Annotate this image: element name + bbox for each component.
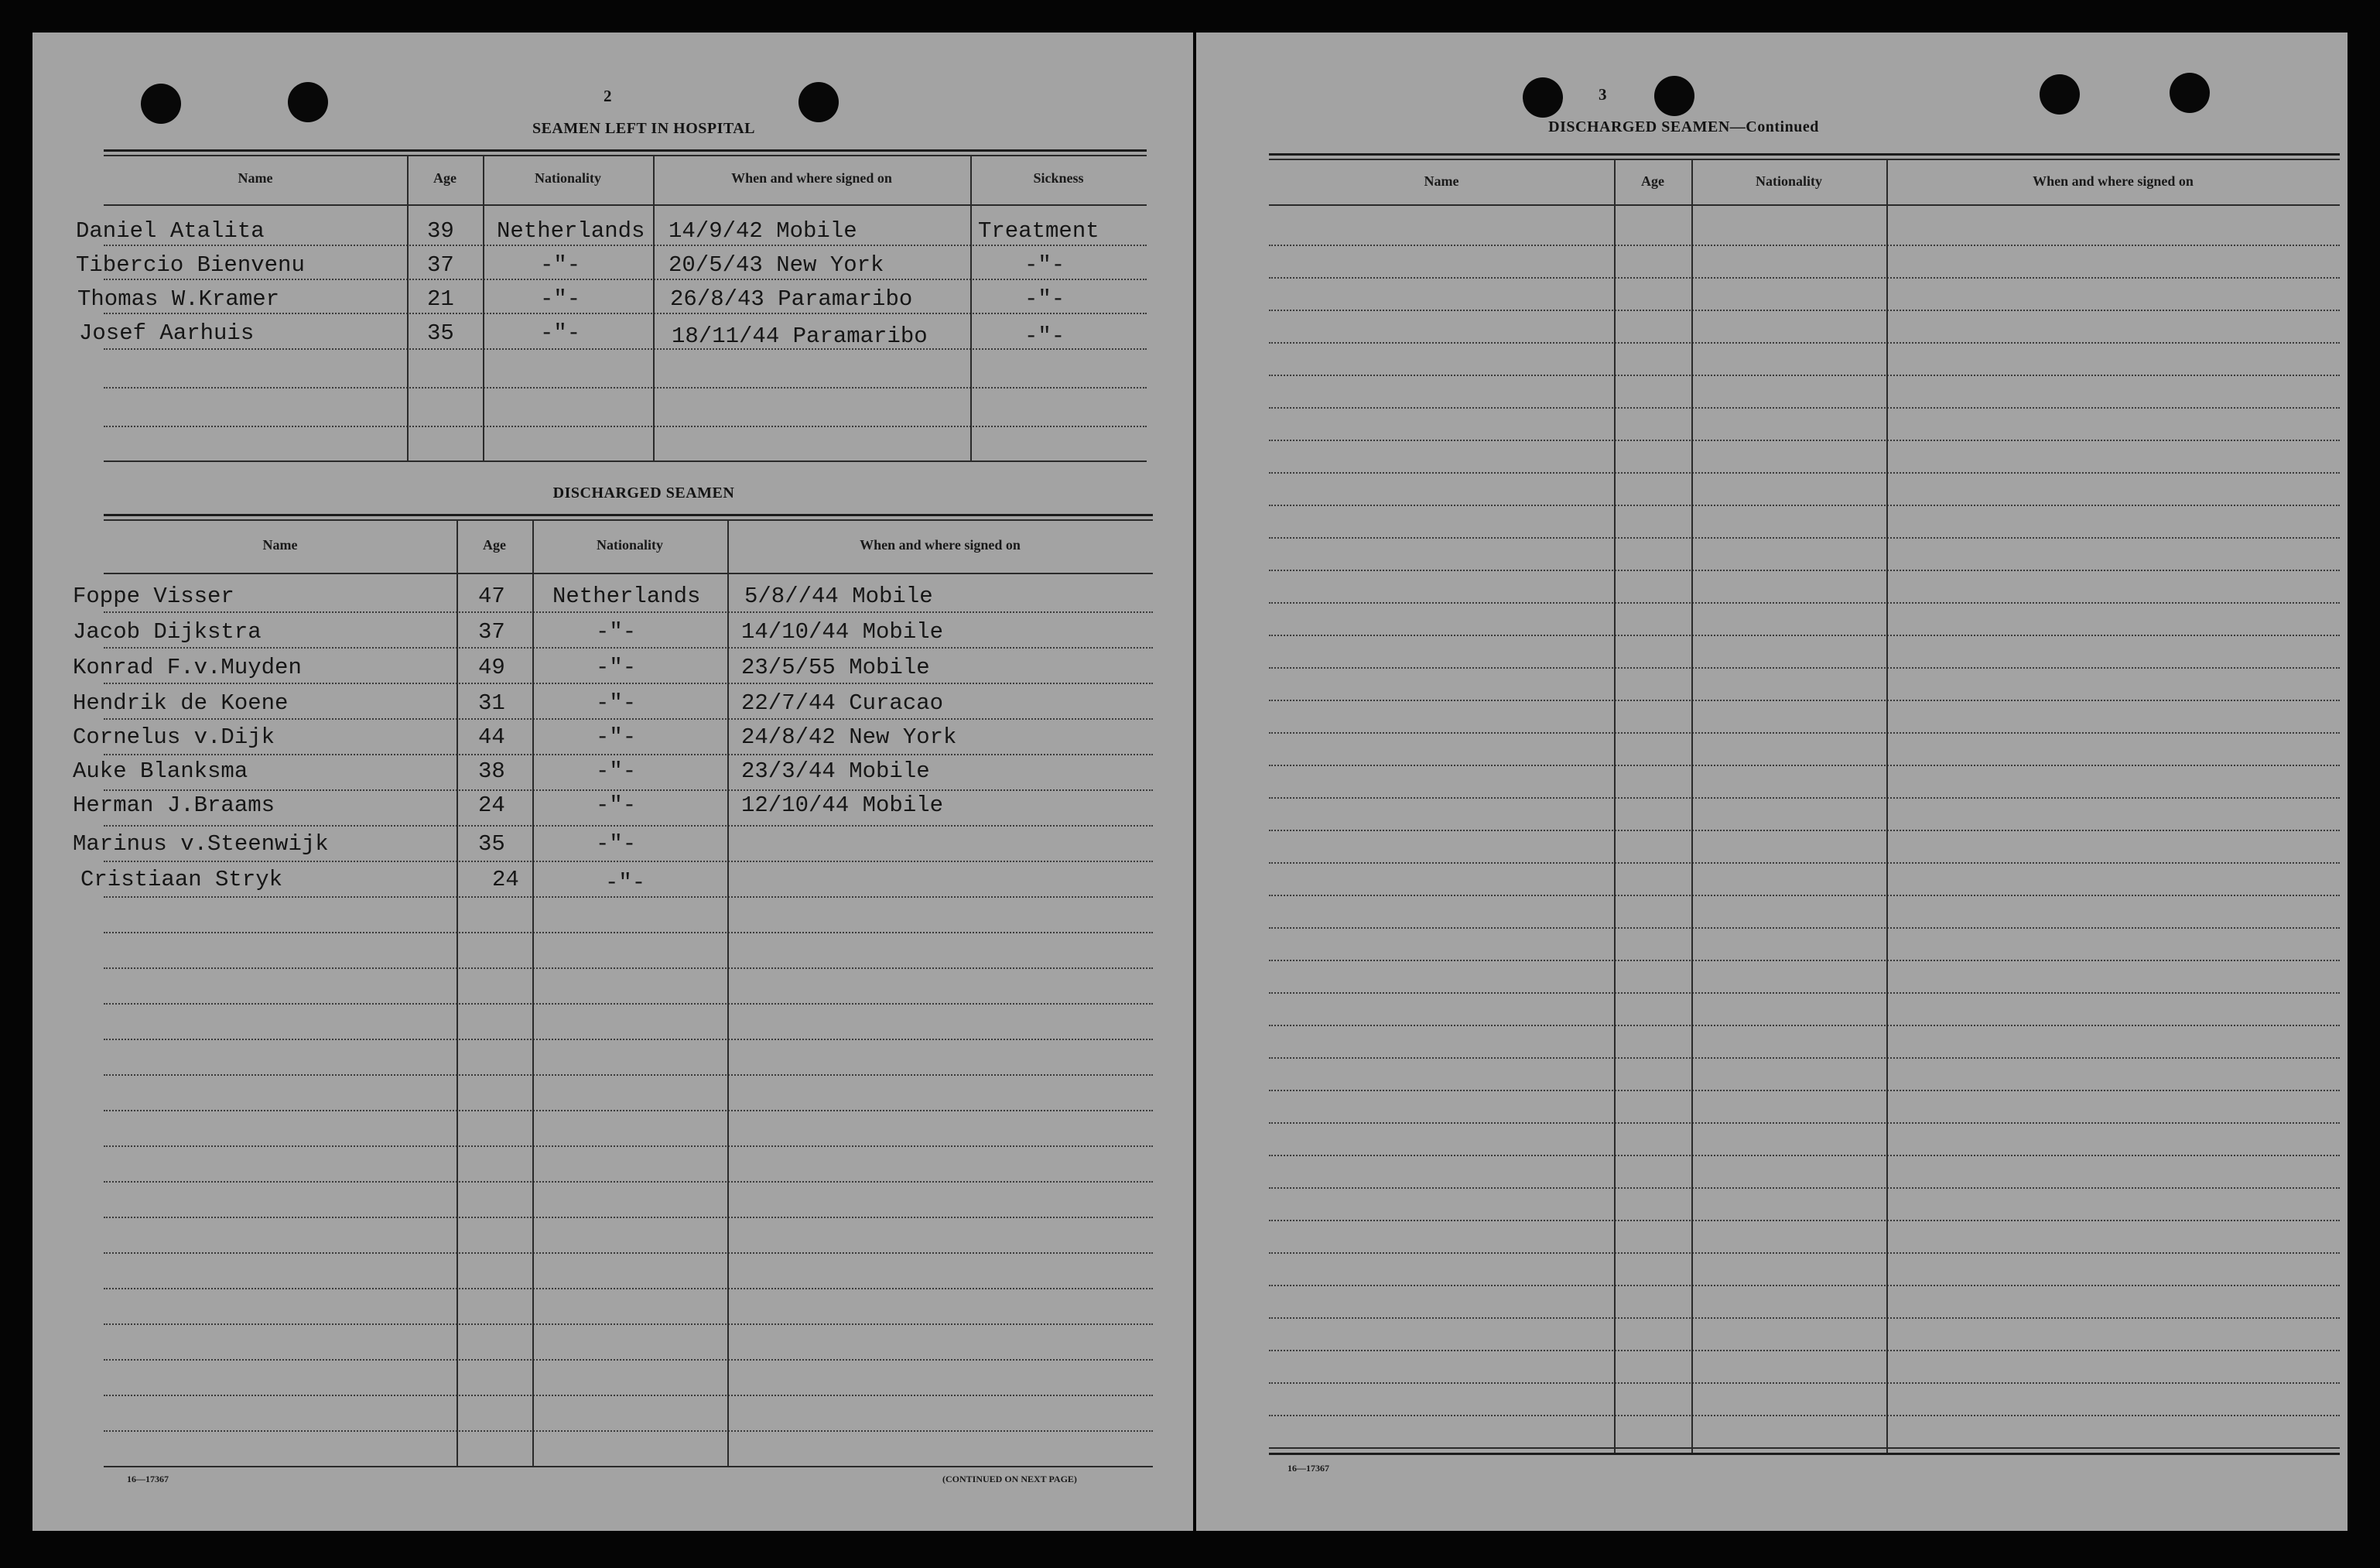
punch-hole-icon [2170,73,2210,113]
discharged-header-name: Name [262,537,298,553]
form-number: 16—17367 [127,1474,169,1484]
seaman-signed-on: 24/8/42 New York [741,724,957,750]
continued-header-signed-on: When and where signed on [2033,173,2194,189]
seaman-sickness: Treatment [978,218,1099,244]
discharged-header-signed-on: When and where signed on [860,537,1021,553]
seaman-signed-on: 14/9/42 Mobile [669,218,857,244]
seaman-age: 21 [427,286,454,312]
punch-hole-icon [1523,77,1563,118]
seaman-nationality: -"- [596,690,637,716]
seaman-age: 31 [478,690,505,716]
seaman-nationality: -"- [596,831,637,857]
seaman-age: 24 [492,867,519,892]
seaman-age: 37 [427,252,454,278]
continued-note: (CONTINUED ON NEXT PAGE) [942,1474,1077,1484]
hospital-header-nationality: Nationality [534,170,601,186]
punch-hole-icon [2040,74,2080,115]
page-number: 2 [604,87,612,105]
seaman-name: Daniel Atalita [76,218,265,244]
seaman-age: 39 [427,218,454,244]
seaman-age: 37 [478,619,505,645]
seaman-name: Herman J.Braams [73,793,275,818]
seaman-nationality: -"- [596,793,637,818]
seaman-name: Konrad F.v.Muyden [73,655,302,680]
seaman-signed-on: 12/10/44 Mobile [741,793,944,818]
seaman-nationality: -"- [596,758,637,784]
seaman-nationality: -"- [540,286,581,312]
hospital-section-title: SEAMEN LEFT IN HOSPITAL [532,120,756,137]
seaman-name: Foppe Visser [73,584,234,609]
seaman-sickness: -"- [1024,324,1065,349]
right-page [1196,33,2348,1531]
discharged-header-age: Age [483,537,506,553]
seaman-age: 47 [478,584,505,609]
seaman-age: 24 [478,793,505,818]
seaman-nationality: -"- [596,655,637,680]
seaman-age: 35 [427,320,454,346]
seaman-signed-on: 18/11/44 Paramaribo [672,324,928,349]
continued-header-name: Name [1424,173,1459,189]
seaman-signed-on: 22/7/44 Curacao [741,690,944,716]
punch-hole-icon [1654,76,1694,116]
hospital-header-name: Name [238,170,273,186]
seaman-name: Josef Aarhuis [79,320,255,346]
seaman-signed-on: 26/8/43 Paramaribo [670,286,913,312]
seaman-age: 35 [478,831,505,857]
seaman-name: Auke Blanksma [73,758,248,784]
seaman-nationality: -"- [540,320,581,346]
page-number: 3 [1599,85,1607,104]
hospital-header-age: Age [433,170,457,186]
seaman-name: Cristiaan Stryk [80,867,283,892]
punch-hole-icon [798,82,839,122]
seaman-nationality: -"- [596,619,637,645]
seaman-nationality: -"- [605,870,646,895]
seaman-name: Cornelus v.Dijk [73,724,275,750]
seaman-age: 44 [478,724,505,750]
hospital-header-sickness: Sickness [1033,170,1084,186]
discharged-continued-title: DISCHARGED SEAMEN—Continued [1548,118,1819,135]
left-page [32,33,1193,1531]
seaman-signed-on: 23/5/55 Mobile [741,655,930,680]
continued-header-age: Age [1641,173,1664,189]
seaman-nationality: Netherlands [552,584,701,609]
seaman-name: Hendrik de Koene [73,690,289,716]
hospital-header-signed-on: When and where signed on [731,170,892,186]
seaman-sickness: -"- [1024,286,1065,312]
seaman-sickness: -"- [1024,252,1065,278]
seaman-nationality: -"- [540,252,581,278]
punch-hole-icon [288,82,328,122]
seaman-nationality: Netherlands [497,218,645,244]
seaman-signed-on: 5/8//44 Mobile [744,584,933,609]
seaman-age: 38 [478,758,505,784]
seaman-nationality: -"- [596,724,637,750]
discharged-header-nationality: Nationality [596,537,663,553]
seaman-name: Tibercio Bienvenu [76,252,305,278]
seaman-signed-on: 23/3/44 Mobile [741,758,930,784]
seaman-signed-on: 20/5/43 New York [669,252,884,278]
continued-header-nationality: Nationality [1755,173,1822,189]
seaman-age: 49 [478,655,505,680]
seaman-name: Jacob Dijkstra [73,619,262,645]
seaman-signed-on: 14/10/44 Mobile [741,619,944,645]
seaman-name: Marinus v.Steenwijk [73,831,329,857]
form-number: 16—17367 [1287,1463,1329,1474]
discharged-section-title: DISCHARGED SEAMEN [552,484,735,502]
punch-hole-icon [141,84,181,124]
seaman-name: Thomas W.Kramer [77,286,280,312]
